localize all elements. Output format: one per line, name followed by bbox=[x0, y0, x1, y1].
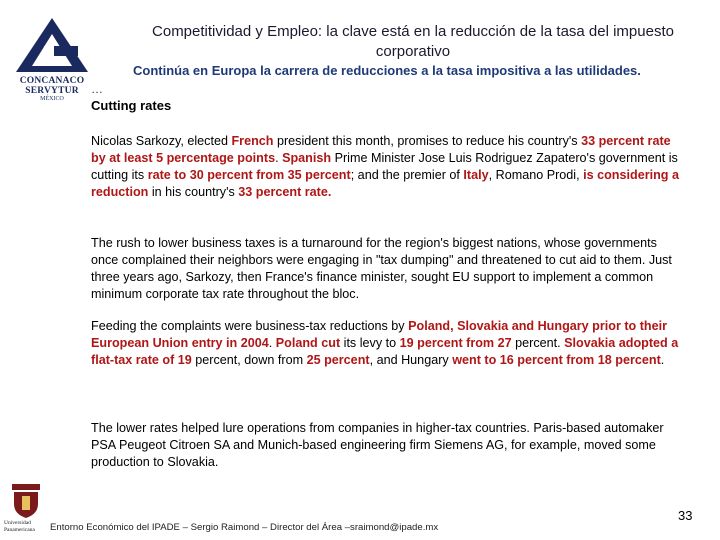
highlighted-text: rate to 30 percent from 35 percent bbox=[147, 168, 351, 182]
paragraph-text: . bbox=[275, 151, 283, 165]
paragraph-text: . bbox=[660, 353, 665, 367]
paragraph-3 bbox=[91, 318, 681, 369]
ellipsis: … bbox=[91, 82, 103, 96]
highlighted-text: went to 16 percent from 18 percent bbox=[452, 353, 661, 367]
concanaco-emblem-icon bbox=[14, 16, 90, 76]
ipade-logo bbox=[8, 484, 44, 524]
paragraph-text: Nicolas Sarkozy, elected bbox=[91, 134, 232, 148]
highlighted-text: 25 percent bbox=[306, 353, 370, 367]
ipade-shield-icon bbox=[8, 484, 44, 518]
paragraph-text: Prime Minister Jose Luis Rodriguez Zapatero's government is cutting its bbox=[91, 151, 678, 182]
paragraph-text: The rush to lower business taxes is a turnaround for the region's biggest nations, whose governments once complained their neighbors were engaging in "tax dumping" and threatened to cut aid to them. Just three years ago, Sarkozy, then France's finance minister, sought EU support to implement a common minimum corporate tax rate throughout the bloc. bbox=[91, 236, 672, 301]
concanaco-logo bbox=[14, 16, 90, 102]
highlighted-text: 19 percent from 27 bbox=[399, 336, 512, 350]
highlighted-text: is considering a reduction bbox=[91, 168, 679, 199]
paragraph-text: The lower rates helped lure operations from companies in higher-tax countries. Paris-based automaker PSA Peugeot Citroen SA and Munich-based engineering firm Siemens AG, for example, moved some production to Slovakia. bbox=[91, 421, 664, 469]
highlighted-text: Spanish bbox=[282, 151, 332, 165]
logo-name bbox=[14, 76, 90, 96]
paragraph-text: in his country's bbox=[148, 185, 239, 199]
ipade-label: Universidad Panamericana bbox=[4, 520, 35, 533]
logo-country: MÉXICO bbox=[40, 96, 64, 102]
footer-text: Entorno Económico del IPADE – Sergio Raimond – Director del Área –sraimond@ipade.mx bbox=[50, 522, 439, 533]
section-heading: Cutting rates bbox=[91, 98, 172, 113]
paragraph-text: percent, down from bbox=[191, 353, 307, 367]
logo-name-text: CONCANACO bbox=[19, 76, 85, 86]
paragraph-text: its levy to bbox=[340, 336, 400, 350]
highlighted-text: 33 percent rate. bbox=[238, 185, 332, 199]
highlighted-text: Slovakia adopted a flat-tax rate of 19 bbox=[91, 336, 679, 367]
highlighted-text: 33 percent rate by at least 5 percentage points bbox=[91, 134, 671, 165]
highlighted-text: Italy bbox=[463, 168, 489, 182]
paragraph-text: ; and the premier of bbox=[350, 168, 464, 182]
paragraph-text: president this month, promises to reduce his country's bbox=[273, 134, 582, 148]
paragraph-text: percent. bbox=[511, 336, 565, 350]
page-number: 33 bbox=[678, 508, 693, 523]
slide-subtitle: Continúa en Europa la carrera de reducciones a la tasa impositiva a las utilidades. bbox=[133, 63, 641, 78]
paragraph-1 bbox=[91, 133, 681, 201]
highlighted-text: Poland, Slovakia and Hungary prior to their European Union entry in 2004 bbox=[91, 319, 668, 350]
slide-title: Competitividad y Empleo: la clave está en la reducción de la tasa del impuesto corporativo bbox=[152, 23, 674, 60]
paragraph-text: , and Hungary bbox=[369, 353, 453, 367]
paragraph-2 bbox=[91, 235, 681, 303]
highlighted-text: French bbox=[231, 134, 274, 148]
logo-subname-text: SERVYTUR bbox=[25, 86, 79, 96]
paragraph-text: . bbox=[268, 336, 276, 350]
paragraph-4 bbox=[91, 420, 681, 471]
paragraph-text: Feeding the complaints were business-tax reductions by bbox=[91, 319, 409, 333]
highlighted-text: Poland cut bbox=[275, 336, 341, 350]
paragraph-text: , Romano Prodi, bbox=[488, 168, 584, 182]
